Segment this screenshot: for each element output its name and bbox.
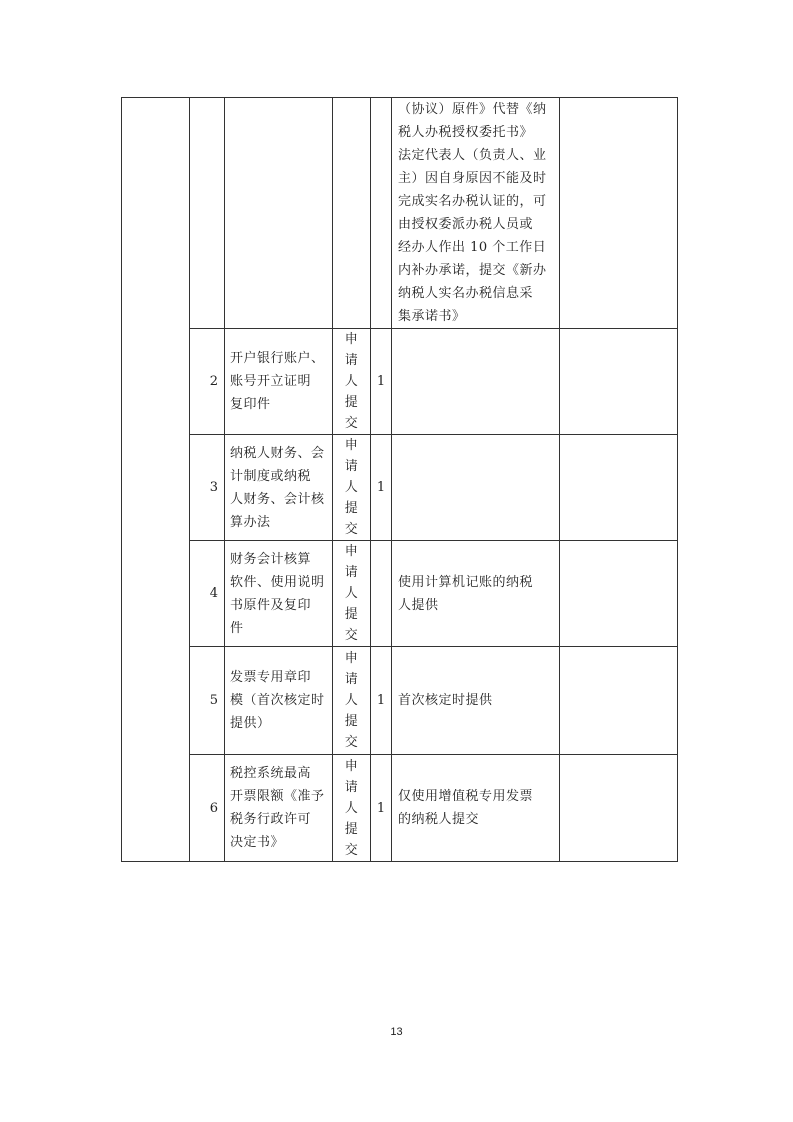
text-line: 交 [344,522,359,537]
material-cell [225,329,333,435]
note-cell [392,647,560,755]
text-line: 法定代表人（负责人、业 [398,148,547,163]
text-line: 申 [344,544,359,559]
text-line: 软件、使用说明 [230,574,325,590]
text-line: 税人办税授权委托书》 [398,125,534,140]
text-line: 人 [344,693,359,708]
text-line: 交 [344,416,359,431]
text-line: 首次核定时提供 [398,693,493,708]
text-line: 提 [344,714,359,729]
source-cell [333,647,371,755]
material-cell [225,435,333,541]
text-line: 计制度或纳税 [230,468,312,484]
num-cell: 2 [190,329,225,435]
text-line: 交 [344,842,359,858]
num-cell: 5 [190,647,225,755]
text-line: 内补办承诺，提交《新办 [398,263,547,278]
text-line: 提 [344,607,359,622]
text-line: 申 [344,438,359,453]
text-line: 经办人作出 10 个工作日 [398,240,547,255]
text-line: 请 [344,565,359,580]
text-line: 申 [344,651,359,666]
materials-table [121,97,678,862]
count-cell [371,98,392,329]
merged-category-cell [122,98,190,862]
text-line: 交 [344,735,359,750]
text-line: 税务行政许可 [230,812,312,827]
count-cell: 1 [371,755,392,862]
text-line: 交 [344,628,359,643]
text-line: 提供） [230,716,271,731]
remark-cell [560,755,678,862]
text-line: 提 [344,821,359,837]
text-line: 纳税人财务、会 [230,445,325,461]
text-line: 件 [230,620,244,636]
table-row [122,435,678,541]
remark-cell [560,98,678,329]
text-line: 申 [344,758,359,774]
remark-cell [560,541,678,647]
table-row [122,541,678,647]
text-line: 由授权委派办税人员或 [398,217,534,232]
text-line: 请 [344,459,359,474]
text-line: 请 [344,353,359,368]
text-line: 申 [344,332,359,347]
table-row [122,329,678,435]
note-cell [392,541,560,647]
text-line: 主）因自身原因不能及时 [398,171,547,186]
table-row [122,755,678,862]
text-line: 书原件及复印 [230,597,312,613]
remark-cell [560,435,678,541]
remark-cell [560,647,678,755]
text-line: 决定书》 [230,835,285,850]
count-cell: 1 [371,647,392,755]
text-line: 仅使用增值税专用发票 [398,789,534,804]
text-line: 人 [344,586,359,601]
count-cell: 1 [371,435,392,541]
text-line: 提 [344,395,359,410]
text-line: （协议）原件》代替《纳 [398,102,547,117]
text-line: 开户银行账户、 [230,351,325,366]
text-line: 人提供 [398,597,439,613]
text-line: 人 [344,800,359,816]
text-line: 财务会计核算 [230,551,312,567]
text-line: 账号开立证明 [230,374,312,389]
source-cell [333,435,371,541]
text-line: 请 [344,779,359,795]
note-cell [392,329,560,435]
table-row [122,647,678,755]
num-cell: 3 [190,435,225,541]
text-line: 请 [344,672,359,687]
source-cell [333,541,371,647]
source-cell [333,329,371,435]
material-cell [225,647,333,755]
table-row [122,98,678,329]
text-line: 的纳税人提交 [398,812,480,827]
text-line: 人 [344,480,359,495]
text-line: 税控系统最高 [230,766,312,781]
remark-cell [560,329,678,435]
text-line: 人 [344,374,359,389]
note-cell [392,435,560,541]
num-cell: 4 [190,541,225,647]
text-line: 人财务、会计核 [230,491,325,507]
text-line: 开票限额《准予 [230,789,325,804]
count-cell: 1 [371,329,392,435]
text-line: 模（首次核定时 [230,693,325,708]
text-line: 发票专用章印 [230,670,312,685]
note-cell [392,98,560,329]
text-line: 使用计算机记账的纳税 [398,574,534,590]
text-line: 提 [344,501,359,516]
text-line: 完成实名办税认证的，可 [398,194,547,209]
source-cell [333,755,371,862]
text-line: 集承诺书》 [398,309,466,324]
material-cell [225,755,333,862]
count-cell [371,541,392,647]
page-number: 13 [390,1026,403,1038]
text-line: 算办法 [230,514,271,530]
num-cell [190,98,225,329]
text-line: 复印件 [230,397,271,412]
material-cell [225,541,333,647]
material-cell [225,98,333,329]
text-line: 纳税人实名办税信息采 [398,286,534,301]
note-cell [392,755,560,862]
num-cell: 6 [190,755,225,862]
source-cell [333,98,371,329]
